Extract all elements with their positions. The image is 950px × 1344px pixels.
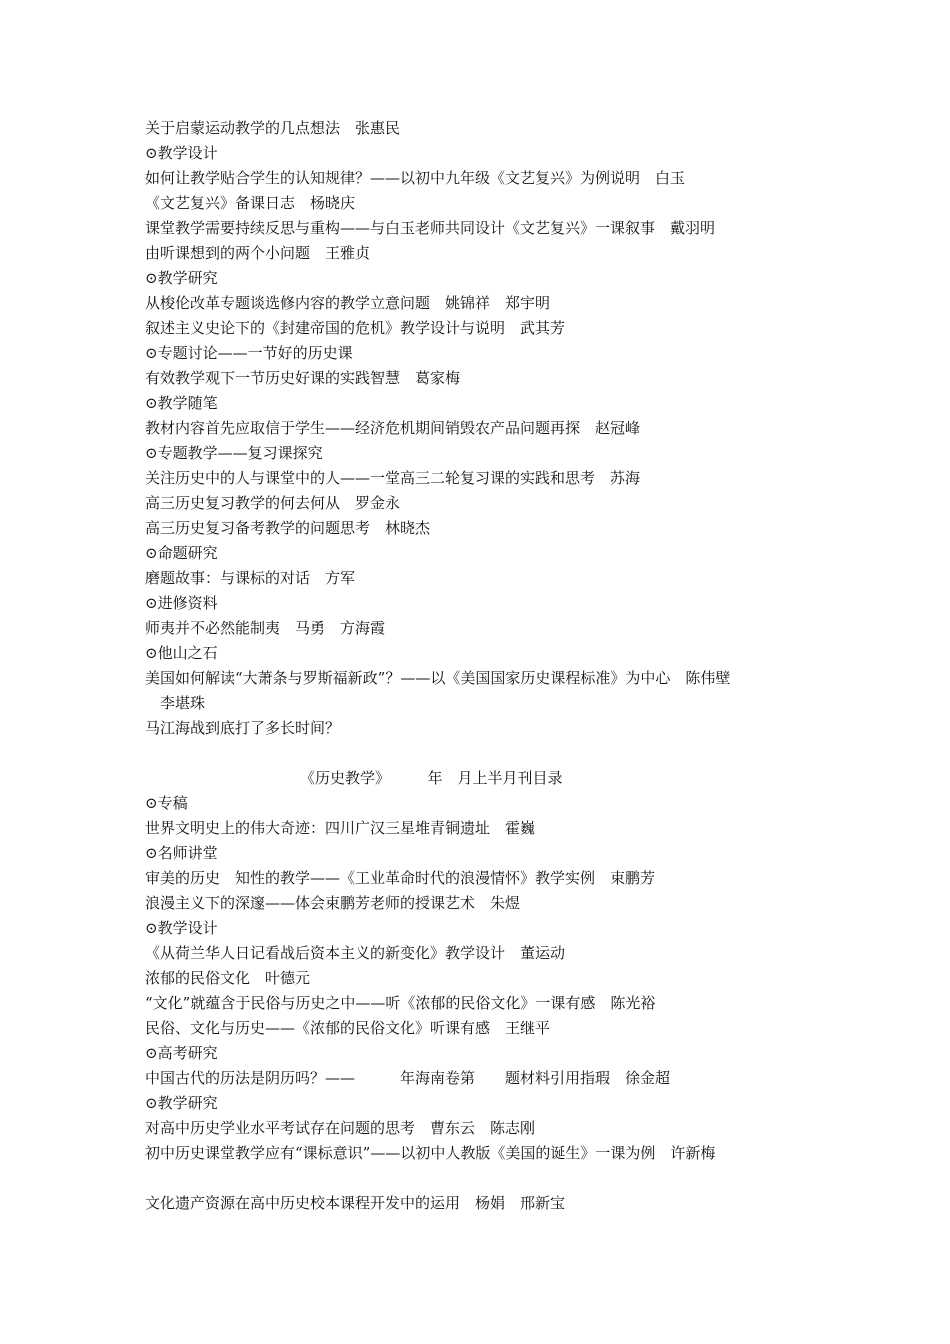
section-heading: ⊙教学设计	[145, 144, 218, 162]
toc-line: 叙述主义史论下的《封建帝国的危机》教学设计与说明 武其芳	[145, 319, 566, 337]
toc-line: 高三历史复习备考教学的问题思考 林晓杰	[145, 519, 431, 537]
toc-line: 浓郁的民俗文化 叶德元	[145, 969, 311, 987]
section-heading: ⊙教学研究	[145, 1094, 218, 1112]
section-heading: ⊙命题研究	[145, 544, 218, 562]
toc-line-continuation: 李堪珠	[145, 694, 206, 712]
toc-line: 《从荷兰华人日记看战后资本主义的新变化》教学设计 董运动	[145, 944, 566, 962]
section-heading: ⊙专题讨论——一节好的历史课	[145, 344, 353, 362]
spacer	[145, 741, 825, 766]
toc-line: 美国如何解读“大萧条与罗斯福新政”？——以《美国国家历史课程标准》为中心 陈伟壁	[145, 669, 731, 687]
toc-line: 关注历史中的人与课堂中的人——一堂高三二轮复习课的实践和思考 苏海	[145, 469, 641, 487]
toc-line: 课堂教学需要持续反思与重构——与白玉老师共同设计《文艺复兴》一课叙事 戴羽明	[145, 219, 716, 237]
spacer	[145, 1166, 825, 1191]
toc-line: 马江海战到底打了多长时间？	[145, 719, 341, 737]
toc-line: 如何让教学贴合学生的认知规律？——以初中九年级《文艺复兴》为例说明 白玉	[145, 169, 686, 187]
toc-line: 民俗、文化与历史——《浓郁的民俗文化》听课有感 王继平	[145, 1019, 551, 1037]
toc-line: 关于启蒙运动教学的几点想法 张惠民	[145, 119, 401, 137]
section-heading: ⊙教学设计	[145, 919, 218, 937]
toc-line: 由听课想到的两个小问题 王雅贞	[145, 244, 371, 262]
section-heading: ⊙专稿	[145, 794, 188, 812]
toc-section-2	[145, 766, 825, 1216]
toc-line: 师夷并不必然能制夷 马勇 方海霞	[145, 619, 386, 637]
toc-line: 《文艺复兴》备课日志 杨晓庆	[145, 194, 356, 212]
toc-line: 有效教学观下一节历史好课的实践智慧 葛家梅	[145, 369, 461, 387]
section-heading: ⊙他山之石	[145, 644, 218, 662]
toc-line: 世界文明史上的伟大奇迹：四川广汉三星堆青铜遗址 霍巍	[145, 819, 536, 837]
section-heading: ⊙专题教学——复习课探究	[145, 444, 323, 462]
document-page	[145, 116, 825, 1216]
section-heading: ⊙进修资料	[145, 594, 218, 612]
section-heading: ⊙教学研究	[145, 269, 218, 287]
toc-section-1	[145, 116, 825, 741]
toc-line: 文化遗产资源在高中历史校本课程开发中的运用 杨娟 邢新宝	[145, 1194, 566, 1212]
toc-line: 磨题故事：与课标的对话 方军	[145, 569, 356, 587]
toc-line: 浪漫主义下的深邃——体会束鹏芳老师的授课艺术 朱煜	[145, 894, 521, 912]
toc-line: 审美的历史 知性的教学——《工业革命时代的浪漫情怀》教学实例 束鹏芳	[145, 869, 656, 887]
section-heading: ⊙名师讲堂	[145, 844, 218, 862]
toc-line: 对高中历史学业水平考试存在问题的思考 曹东云 陈志刚	[145, 1119, 536, 1137]
toc-line: 高三历史复习教学的何去何从 罗金永	[145, 494, 401, 512]
section-heading: ⊙教学随笔	[145, 394, 218, 412]
toc-line: “文化”就蕴含于民俗与历史之中——听《浓郁的民俗文化》一课有感 陈光裕	[145, 994, 656, 1012]
toc-line: 初中历史课堂教学应有“课标意识”——以初中人教版《美国的诞生》一课为例 许新梅	[145, 1144, 716, 1162]
toc-line: 中国古代的历法是阴历吗？—— 年海南卷第 题材料引用指瑕 徐金超	[145, 1069, 671, 1087]
section-heading: ⊙高考研究	[145, 1044, 218, 1062]
toc-line: 教材内容首先应取信于学生——经济危机期间销毁农产品问题再探 赵冠峰	[145, 419, 641, 437]
toc-line: 从梭伦改革专题谈选修内容的教学立意问题 姚锦祥 郑宇明	[145, 294, 551, 312]
issue-title: 《历史教学》 年 月上半月刊目录	[300, 769, 563, 787]
